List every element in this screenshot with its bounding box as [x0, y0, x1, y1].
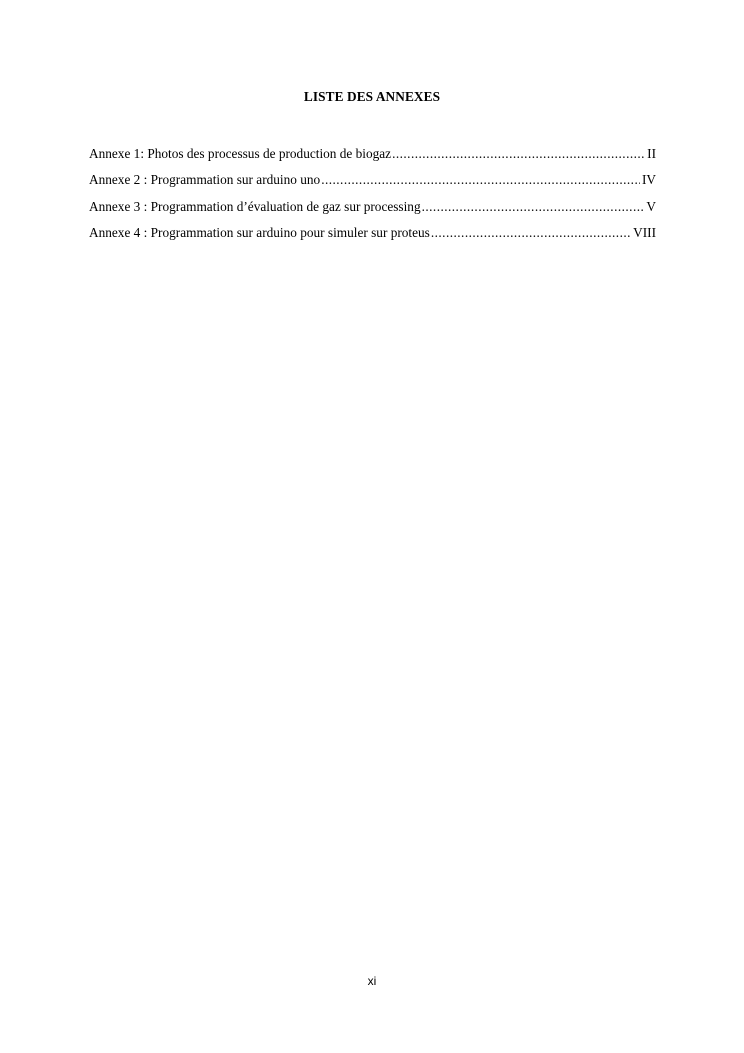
annex-entry-page: II — [647, 146, 656, 161]
dot-leader — [392, 146, 645, 162]
annex-entry-label: Annexe 1: Photos des processus de production de biogaz — [89, 146, 392, 161]
annex-list — [89, 146, 656, 251]
annex-entry[interactable] — [89, 199, 656, 225]
annex-entry[interactable] — [89, 172, 656, 198]
dot-leader — [321, 172, 640, 188]
annex-entry-page: V — [646, 198, 656, 214]
page-title: LISTE DES ANNEXES — [303, 89, 441, 104]
annex-entry-label: Annexe 4 : Programmation sur arduino pour simuler sur proteus — [89, 224, 430, 240]
annex-entry-label: Annexe 3 : Programmation d’évaluation de gaz sur processing — [89, 198, 421, 214]
annex-entry-page: VIII — [633, 224, 656, 240]
dot-leader — [431, 225, 631, 241]
page-number: xi — [367, 974, 377, 988]
annex-entry-page: IV — [641, 172, 656, 188]
annex-entry[interactable] — [89, 146, 656, 172]
annex-entry[interactable] — [89, 225, 656, 251]
dot-leader — [422, 199, 645, 215]
annex-entry-label: Annexe 2 : Programmation sur arduino uno — [89, 172, 321, 188]
